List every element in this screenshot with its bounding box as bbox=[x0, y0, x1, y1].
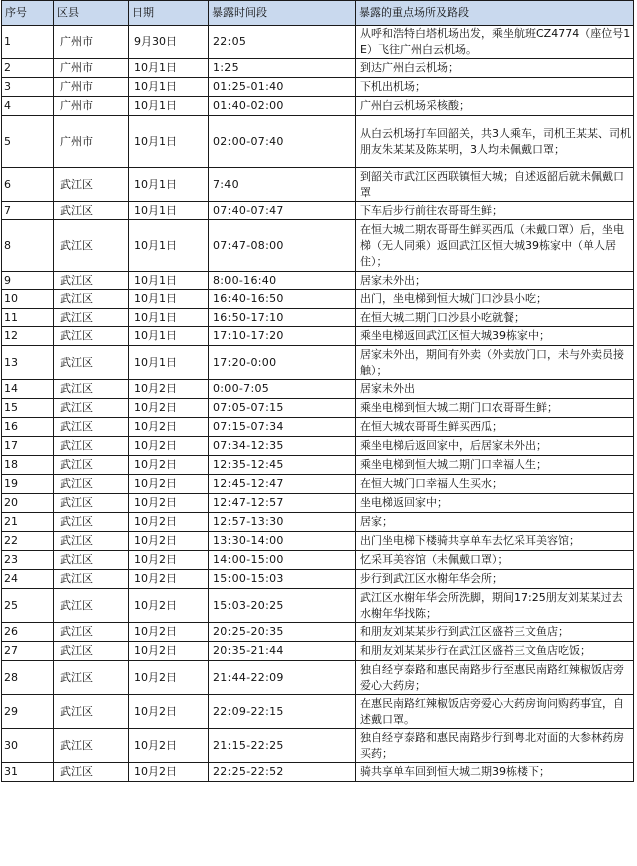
row-time-period: 21:15-22:25 bbox=[209, 729, 356, 763]
row-date: 10月2日 bbox=[129, 532, 209, 551]
row-district: 武江区 bbox=[54, 589, 129, 623]
row-location: 骑共享单车回到恒大城二期39栋楼下； bbox=[356, 763, 634, 782]
row-location: 步行到武江区水榭年华会所； bbox=[356, 570, 634, 589]
table-row bbox=[2, 729, 634, 763]
row-serial: 11 bbox=[2, 309, 54, 327]
row-serial: 4 bbox=[2, 97, 54, 116]
row-serial: 3 bbox=[2, 78, 54, 97]
row-time-period: 20:35-21:44 bbox=[209, 642, 356, 661]
row-date: 10月2日 bbox=[129, 437, 209, 456]
table-row bbox=[2, 220, 634, 272]
row-location: 和朋友刘某某步行在武江区盛苔三文鱼店吃饭； bbox=[356, 642, 634, 661]
row-location: 到韶关市武江区西联镇恒大城；自述返韶后就未佩戴口罩 bbox=[356, 168, 634, 202]
row-location: 独自经亨泰路和惠民南路步行至惠民南路红辣椒饭店旁爱心大药房； bbox=[356, 661, 634, 695]
row-time-period: 15:03-20:25 bbox=[209, 589, 356, 623]
row-date: 10月1日 bbox=[129, 116, 209, 168]
row-serial: 29 bbox=[2, 695, 54, 729]
row-serial: 17 bbox=[2, 437, 54, 456]
table-row bbox=[2, 570, 634, 589]
table-row bbox=[2, 327, 634, 346]
table-row bbox=[2, 418, 634, 437]
row-district: 广州市 bbox=[54, 78, 129, 97]
row-date: 10月2日 bbox=[129, 589, 209, 623]
row-time-period: 01:40-02:00 bbox=[209, 97, 356, 116]
row-serial: 7 bbox=[2, 202, 54, 220]
table-row bbox=[2, 309, 634, 327]
table-row bbox=[2, 532, 634, 551]
row-district: 武江区 bbox=[54, 623, 129, 642]
table-row bbox=[2, 695, 634, 729]
row-date: 10月2日 bbox=[129, 513, 209, 532]
row-location: 出门坐电梯下楼骑共享单车去忆采耳美容馆； bbox=[356, 532, 634, 551]
table-row bbox=[2, 97, 634, 116]
row-district: 武江区 bbox=[54, 475, 129, 494]
row-time-period: 02:00-07:40 bbox=[209, 116, 356, 168]
header-location: 暴露的重点场所及路段 bbox=[356, 1, 634, 26]
row-date: 10月2日 bbox=[129, 729, 209, 763]
table-row bbox=[2, 513, 634, 532]
row-date: 10月1日 bbox=[129, 168, 209, 202]
table-row bbox=[2, 589, 634, 623]
table-row bbox=[2, 168, 634, 202]
row-time-period: 0:00-7:05 bbox=[209, 380, 356, 399]
row-date: 10月2日 bbox=[129, 661, 209, 695]
row-date: 10月1日 bbox=[129, 346, 209, 380]
row-district: 武江区 bbox=[54, 346, 129, 380]
row-serial: 26 bbox=[2, 623, 54, 642]
row-time-period: 07:15-07:34 bbox=[209, 418, 356, 437]
row-serial: 12 bbox=[2, 327, 54, 346]
row-date: 10月1日 bbox=[129, 309, 209, 327]
row-district: 武江区 bbox=[54, 642, 129, 661]
row-time-period: 1:25 bbox=[209, 59, 356, 78]
row-serial: 5 bbox=[2, 116, 54, 168]
row-serial: 23 bbox=[2, 551, 54, 570]
row-date: 10月2日 bbox=[129, 494, 209, 513]
row-district: 武江区 bbox=[54, 327, 129, 346]
row-time-period: 12:57-13:30 bbox=[209, 513, 356, 532]
row-district: 广州市 bbox=[54, 116, 129, 168]
row-serial: 13 bbox=[2, 346, 54, 380]
row-time-period: 8:00-16:40 bbox=[209, 272, 356, 290]
row-date: 10月2日 bbox=[129, 475, 209, 494]
row-date: 10月2日 bbox=[129, 623, 209, 642]
row-location: 坐电梯返回家中； bbox=[356, 494, 634, 513]
row-district: 武江区 bbox=[54, 272, 129, 290]
row-date: 9月30日 bbox=[129, 26, 209, 59]
row-date: 10月2日 bbox=[129, 418, 209, 437]
row-serial: 10 bbox=[2, 290, 54, 309]
row-location: 广州白云机场采核酸； bbox=[356, 97, 634, 116]
row-time-period: 21:44-22:09 bbox=[209, 661, 356, 695]
row-district: 武江区 bbox=[54, 309, 129, 327]
table-row bbox=[2, 494, 634, 513]
row-time-period: 17:20-0:00 bbox=[209, 346, 356, 380]
table-row bbox=[2, 380, 634, 399]
row-location: 武江区水榭年华会所洗脚，期间17:25朋友刘某某过去水榭年华找陈； bbox=[356, 589, 634, 623]
row-time-period: 07:34-12:35 bbox=[209, 437, 356, 456]
row-time-period: 22:09-22:15 bbox=[209, 695, 356, 729]
row-serial: 16 bbox=[2, 418, 54, 437]
row-district: 广州市 bbox=[54, 26, 129, 59]
table-row bbox=[2, 661, 634, 695]
row-serial: 18 bbox=[2, 456, 54, 475]
row-location: 独自经亨泰路和惠民南路步行到粤北对面的大参林药房买药； bbox=[356, 729, 634, 763]
row-district: 武江区 bbox=[54, 399, 129, 418]
row-time-period: 14:00-15:00 bbox=[209, 551, 356, 570]
row-serial: 22 bbox=[2, 532, 54, 551]
table-row bbox=[2, 623, 634, 642]
row-serial: 30 bbox=[2, 729, 54, 763]
row-date: 10月1日 bbox=[129, 202, 209, 220]
row-serial: 21 bbox=[2, 513, 54, 532]
row-time-period: 12:47-12:57 bbox=[209, 494, 356, 513]
header-district: 区县 bbox=[54, 1, 129, 26]
row-time-period: 07:40-07:47 bbox=[209, 202, 356, 220]
row-time-period: 01:25-01:40 bbox=[209, 78, 356, 97]
row-time-period: 12:45-12:47 bbox=[209, 475, 356, 494]
table-row bbox=[2, 272, 634, 290]
row-district: 武江区 bbox=[54, 220, 129, 272]
row-location: 乘坐电梯到恒大城二期门口幸福人生； bbox=[356, 456, 634, 475]
row-district: 武江区 bbox=[54, 418, 129, 437]
row-time-period: 7:40 bbox=[209, 168, 356, 202]
row-location: 在恒大城农哥哥生鲜买西瓜； bbox=[356, 418, 634, 437]
table-row bbox=[2, 59, 634, 78]
row-time-period: 17:10-17:20 bbox=[209, 327, 356, 346]
row-location: 居家未外出 bbox=[356, 380, 634, 399]
row-date: 10月1日 bbox=[129, 97, 209, 116]
row-date: 10月2日 bbox=[129, 763, 209, 782]
row-location: 和朋友刘某某步行到武江区盛苔三文鱼店； bbox=[356, 623, 634, 642]
row-location: 乘坐电梯返回武江区恒大城39栋家中； bbox=[356, 327, 634, 346]
table-row bbox=[2, 26, 634, 59]
row-location: 在恒大城二期门口沙县小吃就餐； bbox=[356, 309, 634, 327]
row-date: 10月2日 bbox=[129, 642, 209, 661]
row-date: 10月2日 bbox=[129, 456, 209, 475]
row-district: 武江区 bbox=[54, 513, 129, 532]
header-serial: 序号 bbox=[2, 1, 54, 26]
row-serial: 31 bbox=[2, 763, 54, 782]
row-district: 武江区 bbox=[54, 551, 129, 570]
table-row bbox=[2, 116, 634, 168]
table-row bbox=[2, 78, 634, 97]
table-row bbox=[2, 475, 634, 494]
row-time-period: 12:35-12:45 bbox=[209, 456, 356, 475]
row-serial: 28 bbox=[2, 661, 54, 695]
row-location: 忆采耳美容馆（未佩戴口罩）； bbox=[356, 551, 634, 570]
row-date: 10月2日 bbox=[129, 380, 209, 399]
row-date: 10月1日 bbox=[129, 290, 209, 309]
row-time-period: 22:05 bbox=[209, 26, 356, 59]
header-time-period: 暴露时间段 bbox=[209, 1, 356, 26]
row-district: 武江区 bbox=[54, 290, 129, 309]
exposure-table bbox=[1, 0, 634, 782]
row-time-period: 15:00-15:03 bbox=[209, 570, 356, 589]
table-row bbox=[2, 290, 634, 309]
row-serial: 8 bbox=[2, 220, 54, 272]
table-row bbox=[2, 399, 634, 418]
row-district: 武江区 bbox=[54, 729, 129, 763]
row-district: 武江区 bbox=[54, 532, 129, 551]
row-serial: 14 bbox=[2, 380, 54, 399]
row-serial: 2 bbox=[2, 59, 54, 78]
table-header-row bbox=[2, 1, 634, 26]
row-district: 武江区 bbox=[54, 456, 129, 475]
row-time-period: 07:47-08:00 bbox=[209, 220, 356, 272]
row-district: 武江区 bbox=[54, 570, 129, 589]
row-location: 乘坐电梯到恒大城二期门口农哥哥生鲜； bbox=[356, 399, 634, 418]
row-date: 10月1日 bbox=[129, 220, 209, 272]
row-time-period: 16:50-17:10 bbox=[209, 309, 356, 327]
row-serial: 24 bbox=[2, 570, 54, 589]
row-district: 武江区 bbox=[54, 168, 129, 202]
row-date: 10月2日 bbox=[129, 570, 209, 589]
table-row bbox=[2, 551, 634, 570]
row-district: 广州市 bbox=[54, 97, 129, 116]
table-row bbox=[2, 202, 634, 220]
row-district: 武江区 bbox=[54, 437, 129, 456]
row-serial: 9 bbox=[2, 272, 54, 290]
row-time-period: 07:05-07:15 bbox=[209, 399, 356, 418]
row-location: 乘坐电梯后返回家中，后居家未外出； bbox=[356, 437, 634, 456]
row-serial: 25 bbox=[2, 589, 54, 623]
row-serial: 27 bbox=[2, 642, 54, 661]
row-district: 武江区 bbox=[54, 380, 129, 399]
row-date: 10月1日 bbox=[129, 327, 209, 346]
row-location: 在恒大城二期农哥哥生鲜买西瓜（未戴口罩）后，坐电梯（无人同乘）返回武江区恒大城39栋家中（单人居住）； bbox=[356, 220, 634, 272]
table-row bbox=[2, 763, 634, 782]
row-district: 武江区 bbox=[54, 202, 129, 220]
row-time-period: 16:40-16:50 bbox=[209, 290, 356, 309]
table-row bbox=[2, 642, 634, 661]
row-location: 从呼和浩特白塔机场出发，乘坐航班CZ4774（座位号1E）飞往广州白云机场。 bbox=[356, 26, 634, 59]
row-date: 10月2日 bbox=[129, 399, 209, 418]
row-district: 武江区 bbox=[54, 661, 129, 695]
row-date: 10月2日 bbox=[129, 695, 209, 729]
row-district: 武江区 bbox=[54, 695, 129, 729]
row-location: 居家； bbox=[356, 513, 634, 532]
row-location: 在恒大城门口幸福人生买水； bbox=[356, 475, 634, 494]
row-serial: 19 bbox=[2, 475, 54, 494]
row-date: 10月2日 bbox=[129, 551, 209, 570]
row-location: 居家未外出； bbox=[356, 272, 634, 290]
header-date: 日期 bbox=[129, 1, 209, 26]
row-district: 武江区 bbox=[54, 494, 129, 513]
row-serial: 15 bbox=[2, 399, 54, 418]
row-location: 下车后步行前往农哥哥生鲜； bbox=[356, 202, 634, 220]
row-location: 到达广州白云机场； bbox=[356, 59, 634, 78]
row-location: 在惠民南路红辣椒饭店旁爱心大药房询问购药事宜，自述戴口罩。 bbox=[356, 695, 634, 729]
row-time-period: 13:30-14:00 bbox=[209, 532, 356, 551]
row-location: 从白云机场打车回韶关，共3人乘车，司机王某某、司机朋友朱某某及陈某明，3人均未佩戴口罩； bbox=[356, 116, 634, 168]
table-row bbox=[2, 437, 634, 456]
row-district: 武江区 bbox=[54, 763, 129, 782]
row-location: 居家未外出，期间有外卖（外卖放门口，未与外卖员接触）； bbox=[356, 346, 634, 380]
row-serial: 6 bbox=[2, 168, 54, 202]
row-date: 10月1日 bbox=[129, 78, 209, 97]
table-row bbox=[2, 456, 634, 475]
row-date: 10月1日 bbox=[129, 59, 209, 78]
row-district: 广州市 bbox=[54, 59, 129, 78]
row-location: 出门，坐电梯到恒大城门口沙县小吃； bbox=[356, 290, 634, 309]
row-time-period: 20:25-20:35 bbox=[209, 623, 356, 642]
row-time-period: 22:25-22:52 bbox=[209, 763, 356, 782]
row-serial: 1 bbox=[2, 26, 54, 59]
row-serial: 20 bbox=[2, 494, 54, 513]
row-location: 下机出机场； bbox=[356, 78, 634, 97]
table-row bbox=[2, 346, 634, 380]
row-date: 10月1日 bbox=[129, 272, 209, 290]
